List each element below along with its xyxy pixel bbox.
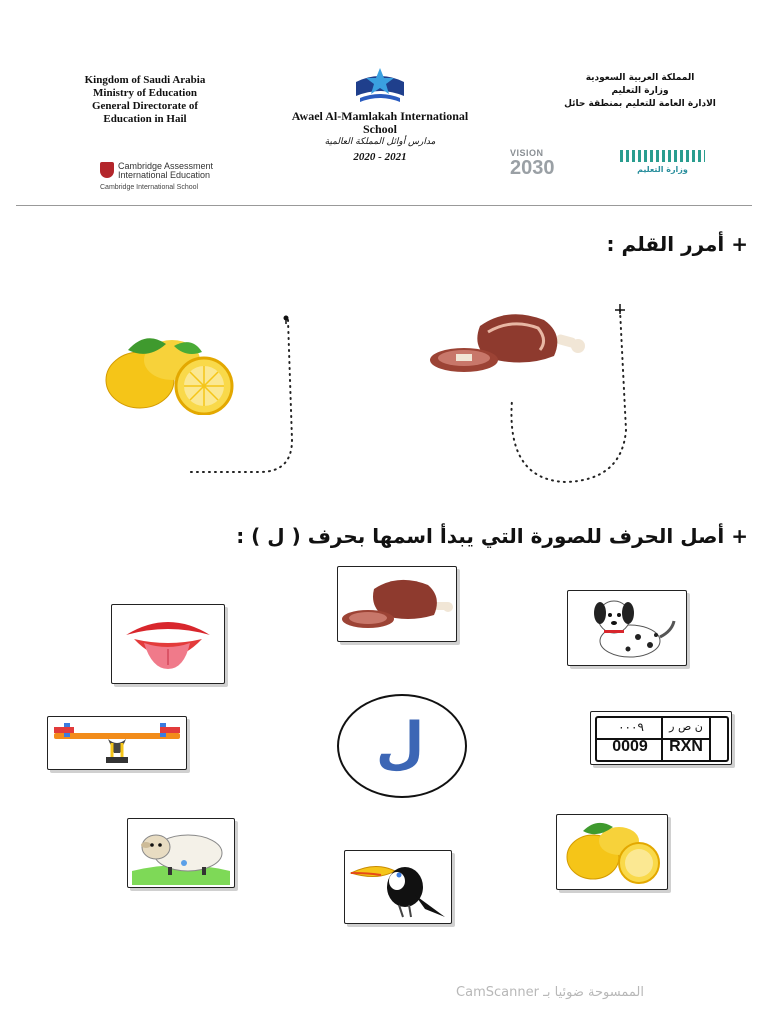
seesaw-card[interactable]: [47, 716, 187, 770]
plate-latin-digits: 0009: [612, 738, 648, 755]
header-english-block: [60, 74, 230, 126]
target-letter: ل: [375, 711, 425, 776]
section2-title: + أصل الحرف للصورة التي يبدأ اسمها بحرف ( ل ) :: [236, 524, 748, 548]
vision-number: 2030: [510, 157, 555, 179]
seesaw-icon: [48, 717, 186, 769]
cambridge-shield-icon: [100, 162, 114, 178]
header-line: المملكة العربية السعودية: [585, 73, 695, 83]
school-year: 2020 - 2021: [353, 151, 407, 163]
cambridge-school: Cambridge International School: [100, 184, 199, 191]
section1-title: + أمرر القلم :: [606, 232, 748, 256]
header-line: Ministry of Education: [93, 87, 197, 99]
header-divider: [16, 205, 752, 206]
lemon-card[interactable]: [556, 814, 668, 890]
plate-divider-side: [709, 718, 711, 760]
header-arabic-block: [560, 72, 720, 111]
license-plate: [595, 716, 729, 762]
plate-arabic-letters: ن ص ر: [669, 720, 703, 733]
header-line: General Directorate of: [91, 100, 199, 112]
dog-card[interactable]: [567, 590, 687, 666]
school-book-logo-icon: [350, 66, 410, 106]
vision-label: VISION: [510, 148, 544, 158]
header-line: Kingdom of Saudi Arabia: [84, 74, 206, 86]
header-line: الادارة العامة للتعليم بمنطقة حائل: [564, 99, 716, 109]
toucan-bird-icon: [345, 851, 451, 923]
camscanner-watermark: الممسوحة ضوئيا بـ CamScanner: [456, 985, 644, 1000]
ministry-pattern-icon: [620, 150, 705, 162]
mouth-tongue-icon: [112, 605, 224, 683]
cambridge-line: Cambridge Assessment: [118, 161, 214, 171]
cambridge-logo: [100, 162, 240, 191]
header-line: Education in Hail: [103, 113, 187, 125]
lemon-icon: [557, 815, 667, 889]
cambridge-line: International Education: [118, 170, 211, 180]
school-name-line: Awael Al-Mamlakah International: [291, 109, 469, 123]
sheep-card[interactable]: [127, 818, 235, 888]
plate-latin-letters: RXN: [669, 738, 703, 755]
ministry-logo: [610, 150, 715, 174]
school-block: [270, 66, 490, 163]
vision-2030-logo: [510, 148, 565, 178]
toucan-card[interactable]: [344, 850, 452, 924]
school-name-arabic: مدارس أوائل المملكة العالمية: [324, 137, 436, 147]
header-line: وزارة التعليم: [611, 86, 669, 96]
license-plate-card[interactable]: [590, 711, 732, 765]
plate-arabic-digits: ٠٠٠٩: [618, 720, 644, 734]
tongue-card[interactable]: [111, 604, 225, 684]
trace-letter-lam-2[interactable]: [496, 300, 636, 490]
school-name-line: School: [362, 122, 397, 136]
dalmatian-dog-icon: [568, 591, 686, 665]
trace-letter-lam-1[interactable]: [180, 310, 300, 480]
meat-card[interactable]: [337, 566, 457, 642]
meat-icon: [338, 567, 456, 641]
sheep-icon: [128, 819, 234, 887]
ministry-label: وزارة التعليم: [637, 165, 688, 174]
